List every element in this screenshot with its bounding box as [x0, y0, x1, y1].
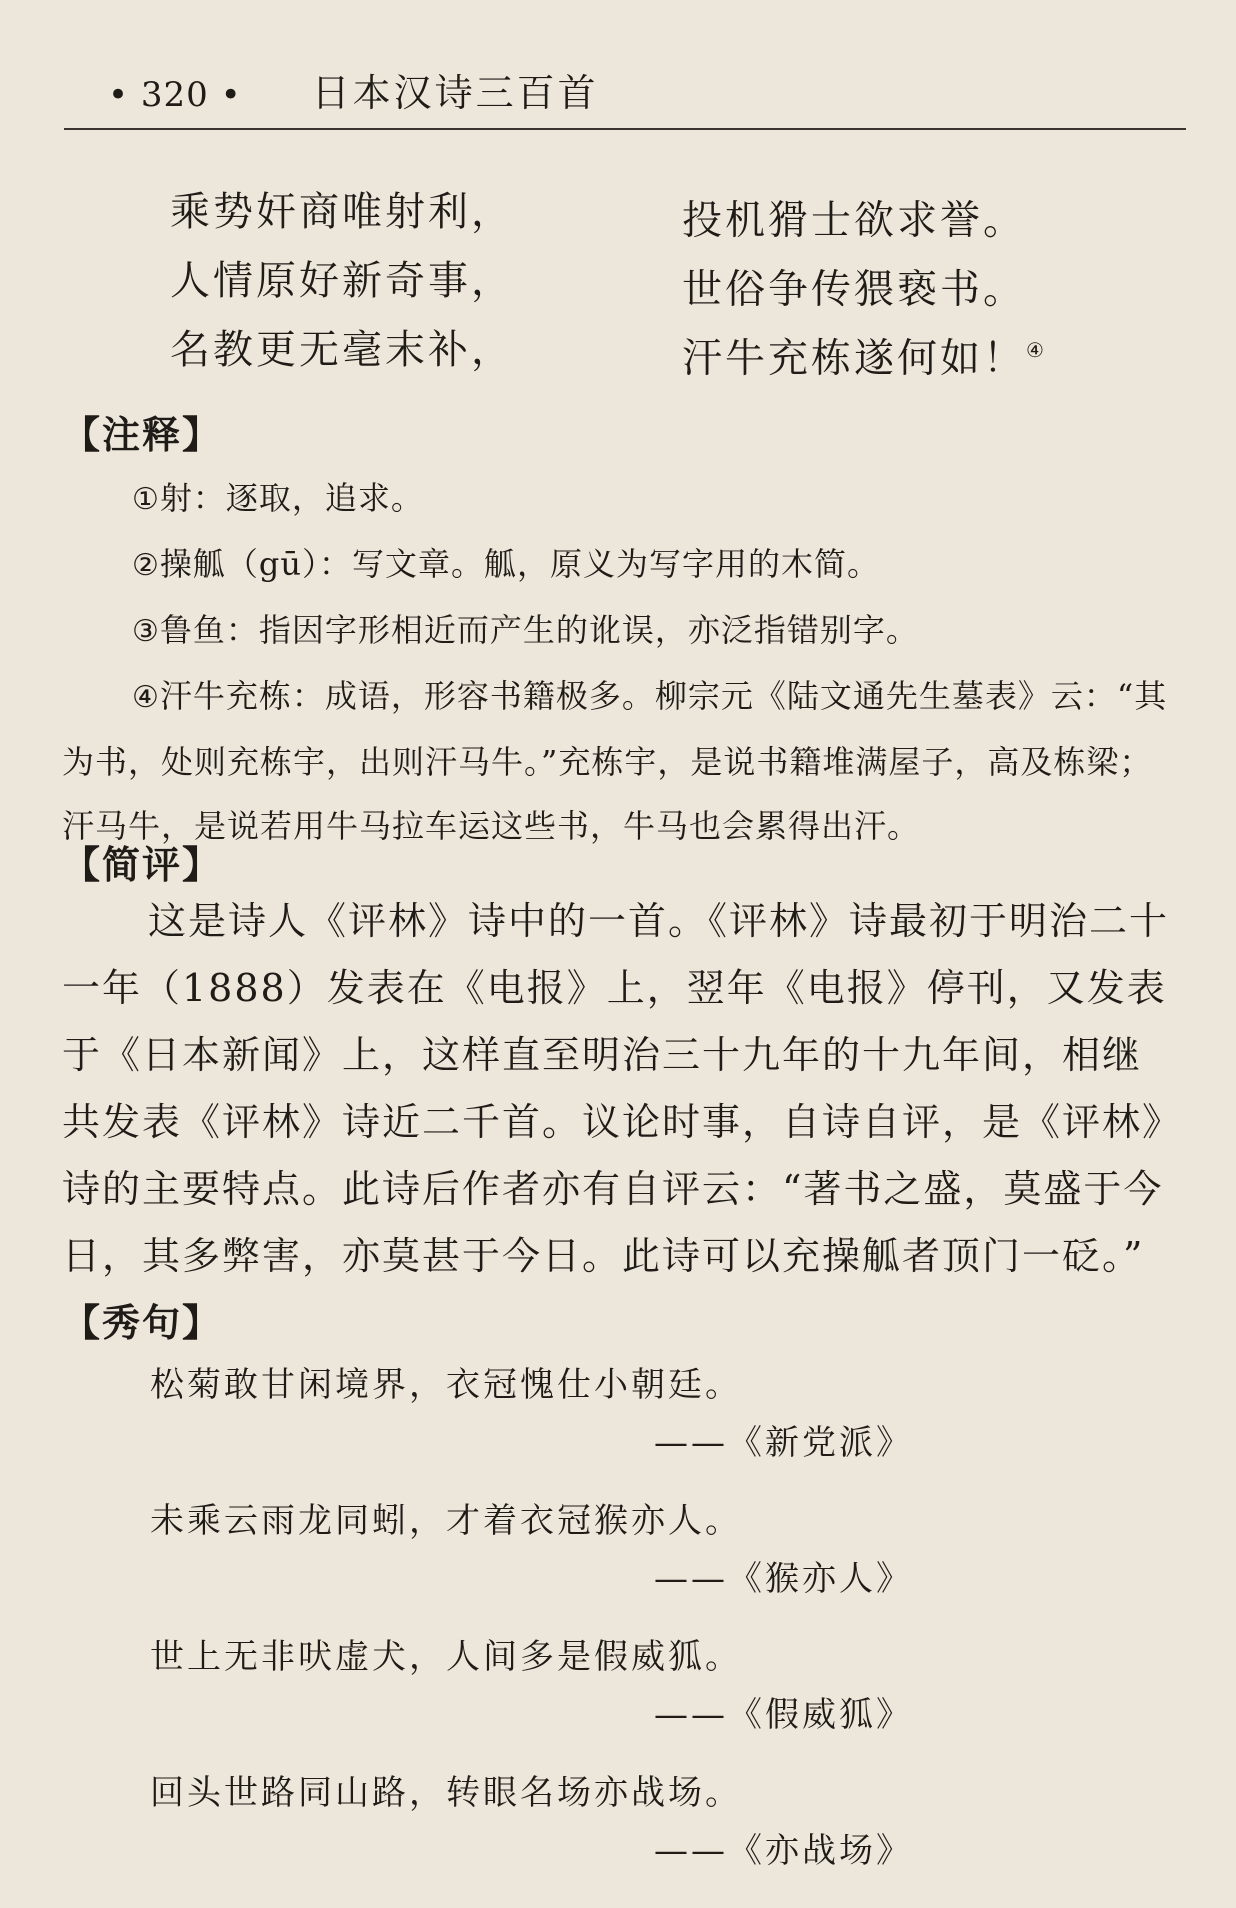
note-item: [62, 598, 1180, 664]
poem-line: [170, 316, 1130, 385]
quote-source: ——《猴亦人》: [654, 1559, 913, 1599]
page-header: [108, 62, 599, 118]
section-heading-notes: 【注释】: [62, 412, 223, 457]
section-heading-review: 【简评】: [62, 842, 223, 887]
quote-line: 未乘云雨龙同蚓，才着衣冠猴亦人。: [150, 1501, 742, 1541]
quote-source: ——《假威狐》: [654, 1695, 913, 1735]
note-text: 操觚（gū）：写文章。觚，原义为写字用的木简。: [159, 545, 881, 583]
quote-line: 世上无非吠虚犬，人间多是假威狐。: [150, 1637, 742, 1677]
section-heading-quotes: 【秀句】: [62, 1300, 223, 1345]
note-text: 射：逐取，追求。: [159, 479, 424, 517]
poem-line-second-half: 世俗争传猥亵书。: [682, 266, 1026, 313]
poem: [170, 178, 1130, 385]
note-number: ④: [132, 680, 160, 715]
poem-line-second-half: 投机猾士欲求誉。: [682, 197, 1026, 244]
note-text: 鲁鱼：指因字形相近而产生的讹误，亦泛指错别字。: [159, 611, 919, 649]
note-number: ②: [132, 548, 160, 583]
book-title: 日本汉诗三百首: [311, 71, 599, 115]
note-number: ①: [132, 482, 160, 517]
note-number: ③: [132, 614, 160, 649]
poem-line-second-half: 汗牛充栋遂何如！④: [682, 335, 1047, 382]
poem-line-first-half: 名教更无毫末补，: [170, 327, 514, 373]
poem-note-marker: ④: [1026, 338, 1047, 362]
poem-line: [170, 247, 1130, 316]
poem-line: [170, 178, 1130, 247]
quote-item: [150, 1627, 1150, 1751]
quote-item: [150, 1355, 1150, 1479]
poem-line-first-half: 人情原好新奇事，: [170, 258, 514, 304]
quote-item: [150, 1491, 1150, 1615]
quote-line: 松菊敢甘闲境界，衣冠愧仕小朝廷。: [150, 1365, 742, 1405]
note-item: [62, 664, 1180, 858]
quote-line: 回头世路同山路，转眼名场亦战场。: [150, 1773, 742, 1813]
header-rule: [64, 128, 1186, 130]
poem-line-first-half: 乘势奸商唯射利，: [170, 189, 514, 235]
review-paragraph: 这是诗人《评林》诗中的一首。《评林》诗最初于明治二十一年（1888）发表在《电报》上，翌年《电报》停刊，又发表于《日本新闻》上，这样直至明治三十九年的十九年间，相继共发表《评林》诗近二千首。议论时事，自诗自评，是《评林》诗的主要特点。此诗后作者亦有自评云：“著书之盛，莫盛于今日，其多弊害，亦莫甚于今日。此诗可以充操觚者顶门一砭。”: [62, 899, 1170, 1278]
quote-source: ——《新党派》: [654, 1423, 913, 1463]
quotes-list: [150, 1355, 1150, 1887]
note-item: [62, 466, 1180, 532]
note-text: 汗牛充栋：成语，形容书籍极多。柳宗元《陆文通先生墓表》云：“其为书，处则充栋宇，出则汗马牛。”充栋宇，是说书籍堆满屋子，高及栋梁；汗马牛，是说若用牛马拉车运这些书，牛马也会累得出汗。: [62, 677, 1168, 845]
notes-list: [62, 466, 1180, 858]
page-number: • 320 •: [108, 75, 242, 115]
quote-item: [150, 1763, 1150, 1887]
note-item: [62, 532, 1180, 598]
quote-source: ——《亦战场》: [654, 1831, 913, 1871]
